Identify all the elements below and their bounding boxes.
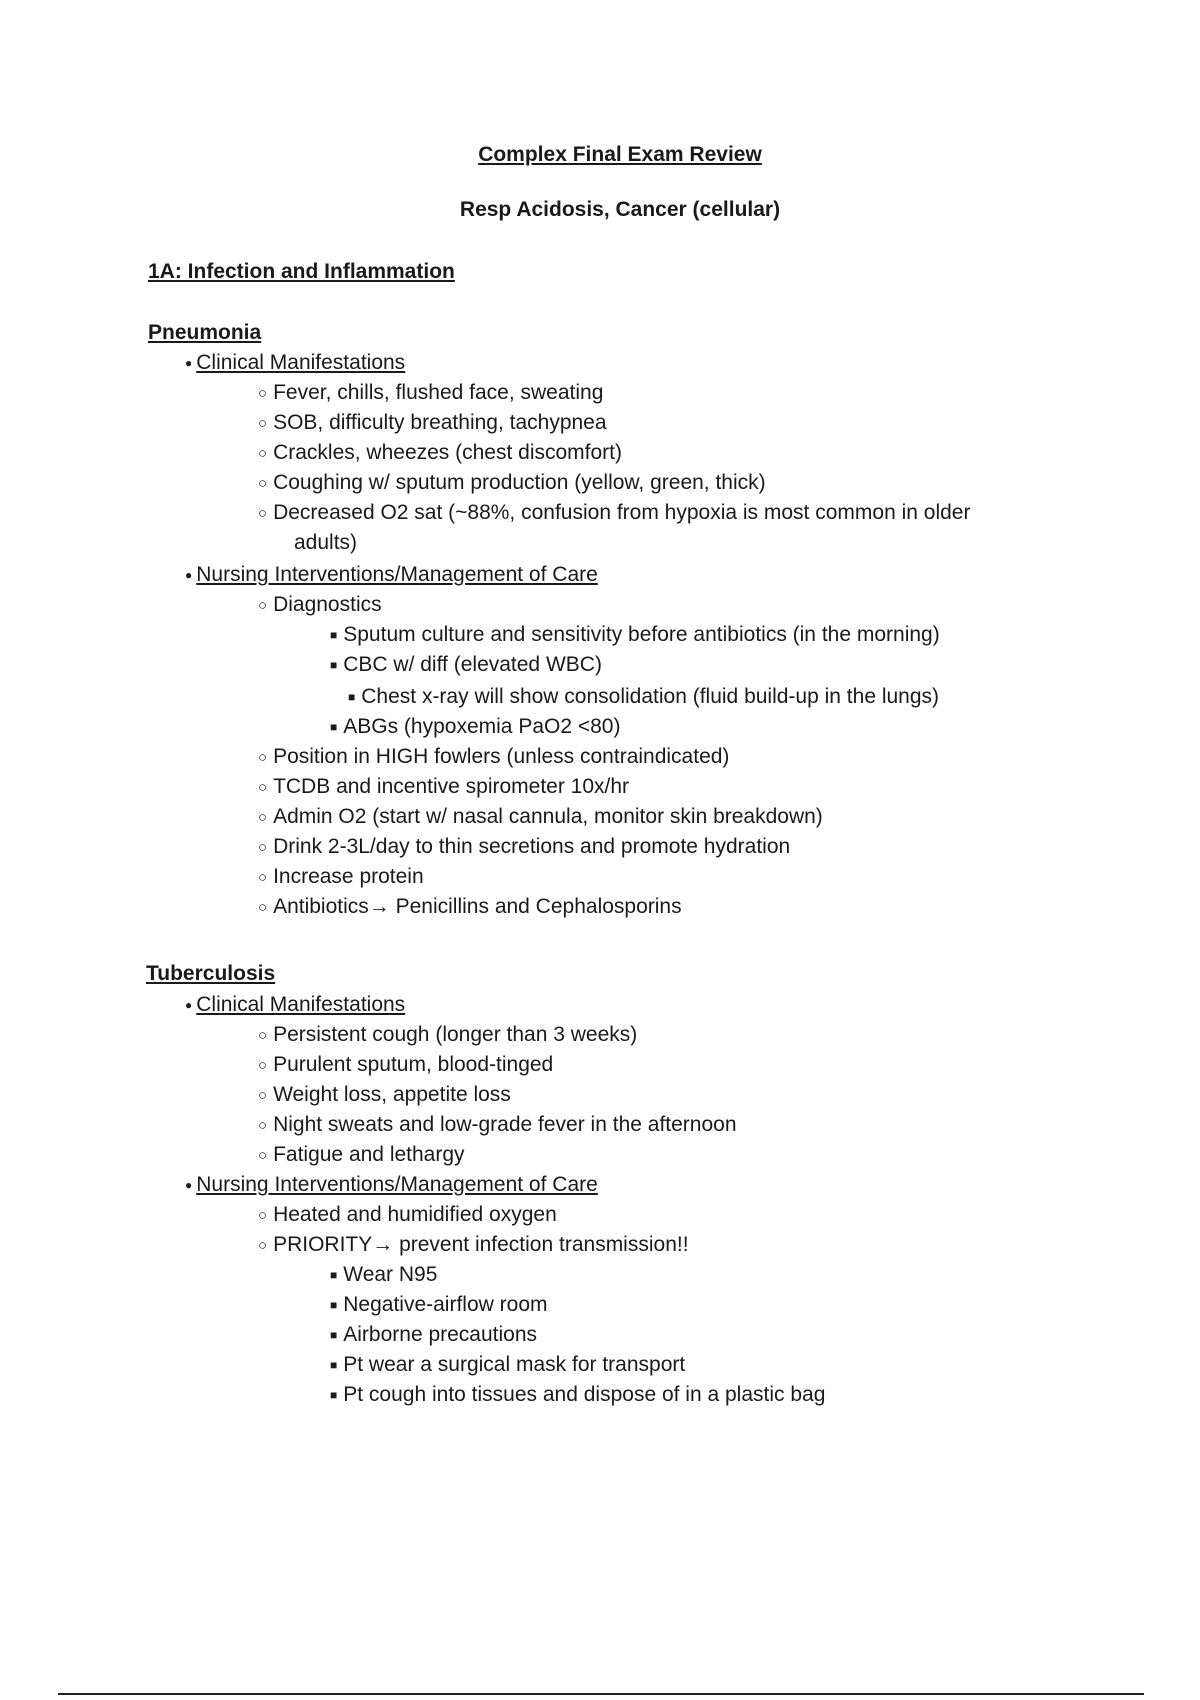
tuberculosis-heading: Tuberculosis xyxy=(146,962,276,985)
list-item: ■ Chest x-ray will show consolidation (fluid build-up in the lungs) xyxy=(348,684,939,712)
diagnostics-label: ○ Diagnostics xyxy=(258,592,382,620)
list-item: ○ Persistent cough (longer than 3 weeks) xyxy=(258,1022,637,1050)
list-item: ○ SOB, difficulty breathing, tachypnea xyxy=(258,410,607,438)
tb-cm-label: Clinical Manifestations xyxy=(196,993,406,1016)
document-subtitle: Resp Acidosis, Cancer (cellular) xyxy=(459,198,781,221)
list-item: ○ Weight loss, appetite loss xyxy=(258,1082,511,1110)
list-item: ■ Airborne precautions xyxy=(330,1322,537,1350)
list-item: ○ TCDB and incentive spirometer 10x/hr xyxy=(258,774,629,802)
list-item: ○ Heated and humidified oxygen xyxy=(258,1202,557,1230)
pneumonia-cm-bullet xyxy=(185,350,405,378)
tb-ni-label: Nursing Interventions/Management of Care xyxy=(196,1173,598,1196)
list-item: ○ Night sweats and low-grade fever in the afternoon xyxy=(258,1112,737,1140)
list-item: ○ Increase protein xyxy=(258,864,424,892)
footer-divider xyxy=(58,1693,1144,1695)
tb-ni-bullet xyxy=(185,1172,598,1200)
pneumonia-ni-label: Nursing Interventions/Management of Care xyxy=(196,563,598,586)
list-item: ■ ABGs (hypoxemia PaO2 <80) xyxy=(330,714,620,742)
list-item: ○ Fatigue and lethargy xyxy=(258,1142,465,1170)
pneumonia-ni-bullet xyxy=(185,562,598,590)
list-item: ■ Negative-airflow room xyxy=(330,1292,548,1320)
list-item: ○ Position in HIGH fowlers (unless contraindicated) xyxy=(258,744,729,772)
section-heading: 1A: Infection and Inflammation xyxy=(148,260,455,283)
pneumonia-cm-label: Clinical Manifestations xyxy=(196,351,406,374)
list-item: ○ Drink 2-3L/day to thin secretions and promote hydration xyxy=(258,834,790,862)
pneumonia-heading: Pneumonia xyxy=(148,321,262,344)
list-item: ○ PRIORITY→ prevent infection transmission!! xyxy=(258,1232,689,1260)
document-title: Complex Final Exam Review xyxy=(478,143,762,166)
list-item: ○ Admin O2 (start w/ nasal cannula, monitor skin breakdown) xyxy=(258,804,823,832)
list-item: ■ CBC w/ diff (elevated WBC) xyxy=(330,652,602,680)
list-item: ○ Decreased O2 sat (~88%, confusion from hypoxia is most common in older xyxy=(258,500,970,528)
list-item: ○ Coughing w/ sputum production (yellow, green, thick) xyxy=(258,470,766,498)
list-item: ■ Sputum culture and sensitivity before antibiotics (in the morning) xyxy=(330,622,940,650)
list-item: ○ Antibiotics→ Penicillins and Cephalosporins xyxy=(258,894,682,922)
list-item: ○ Fever, chills, flushed face, sweating xyxy=(258,380,603,408)
list-item: ■ Wear N95 xyxy=(330,1262,437,1290)
tb-cm-bullet xyxy=(185,992,405,1020)
list-item-continuation: adults) xyxy=(294,531,358,554)
list-item: ○ Crackles, wheezes (chest discomfort) xyxy=(258,440,622,468)
list-item: ■ Pt wear a surgical mask for transport xyxy=(330,1352,685,1380)
list-item: ○ Purulent sputum, blood-tinged xyxy=(258,1052,553,1080)
list-item: ■ Pt cough into tissues and dispose of in a plastic bag xyxy=(330,1382,825,1410)
